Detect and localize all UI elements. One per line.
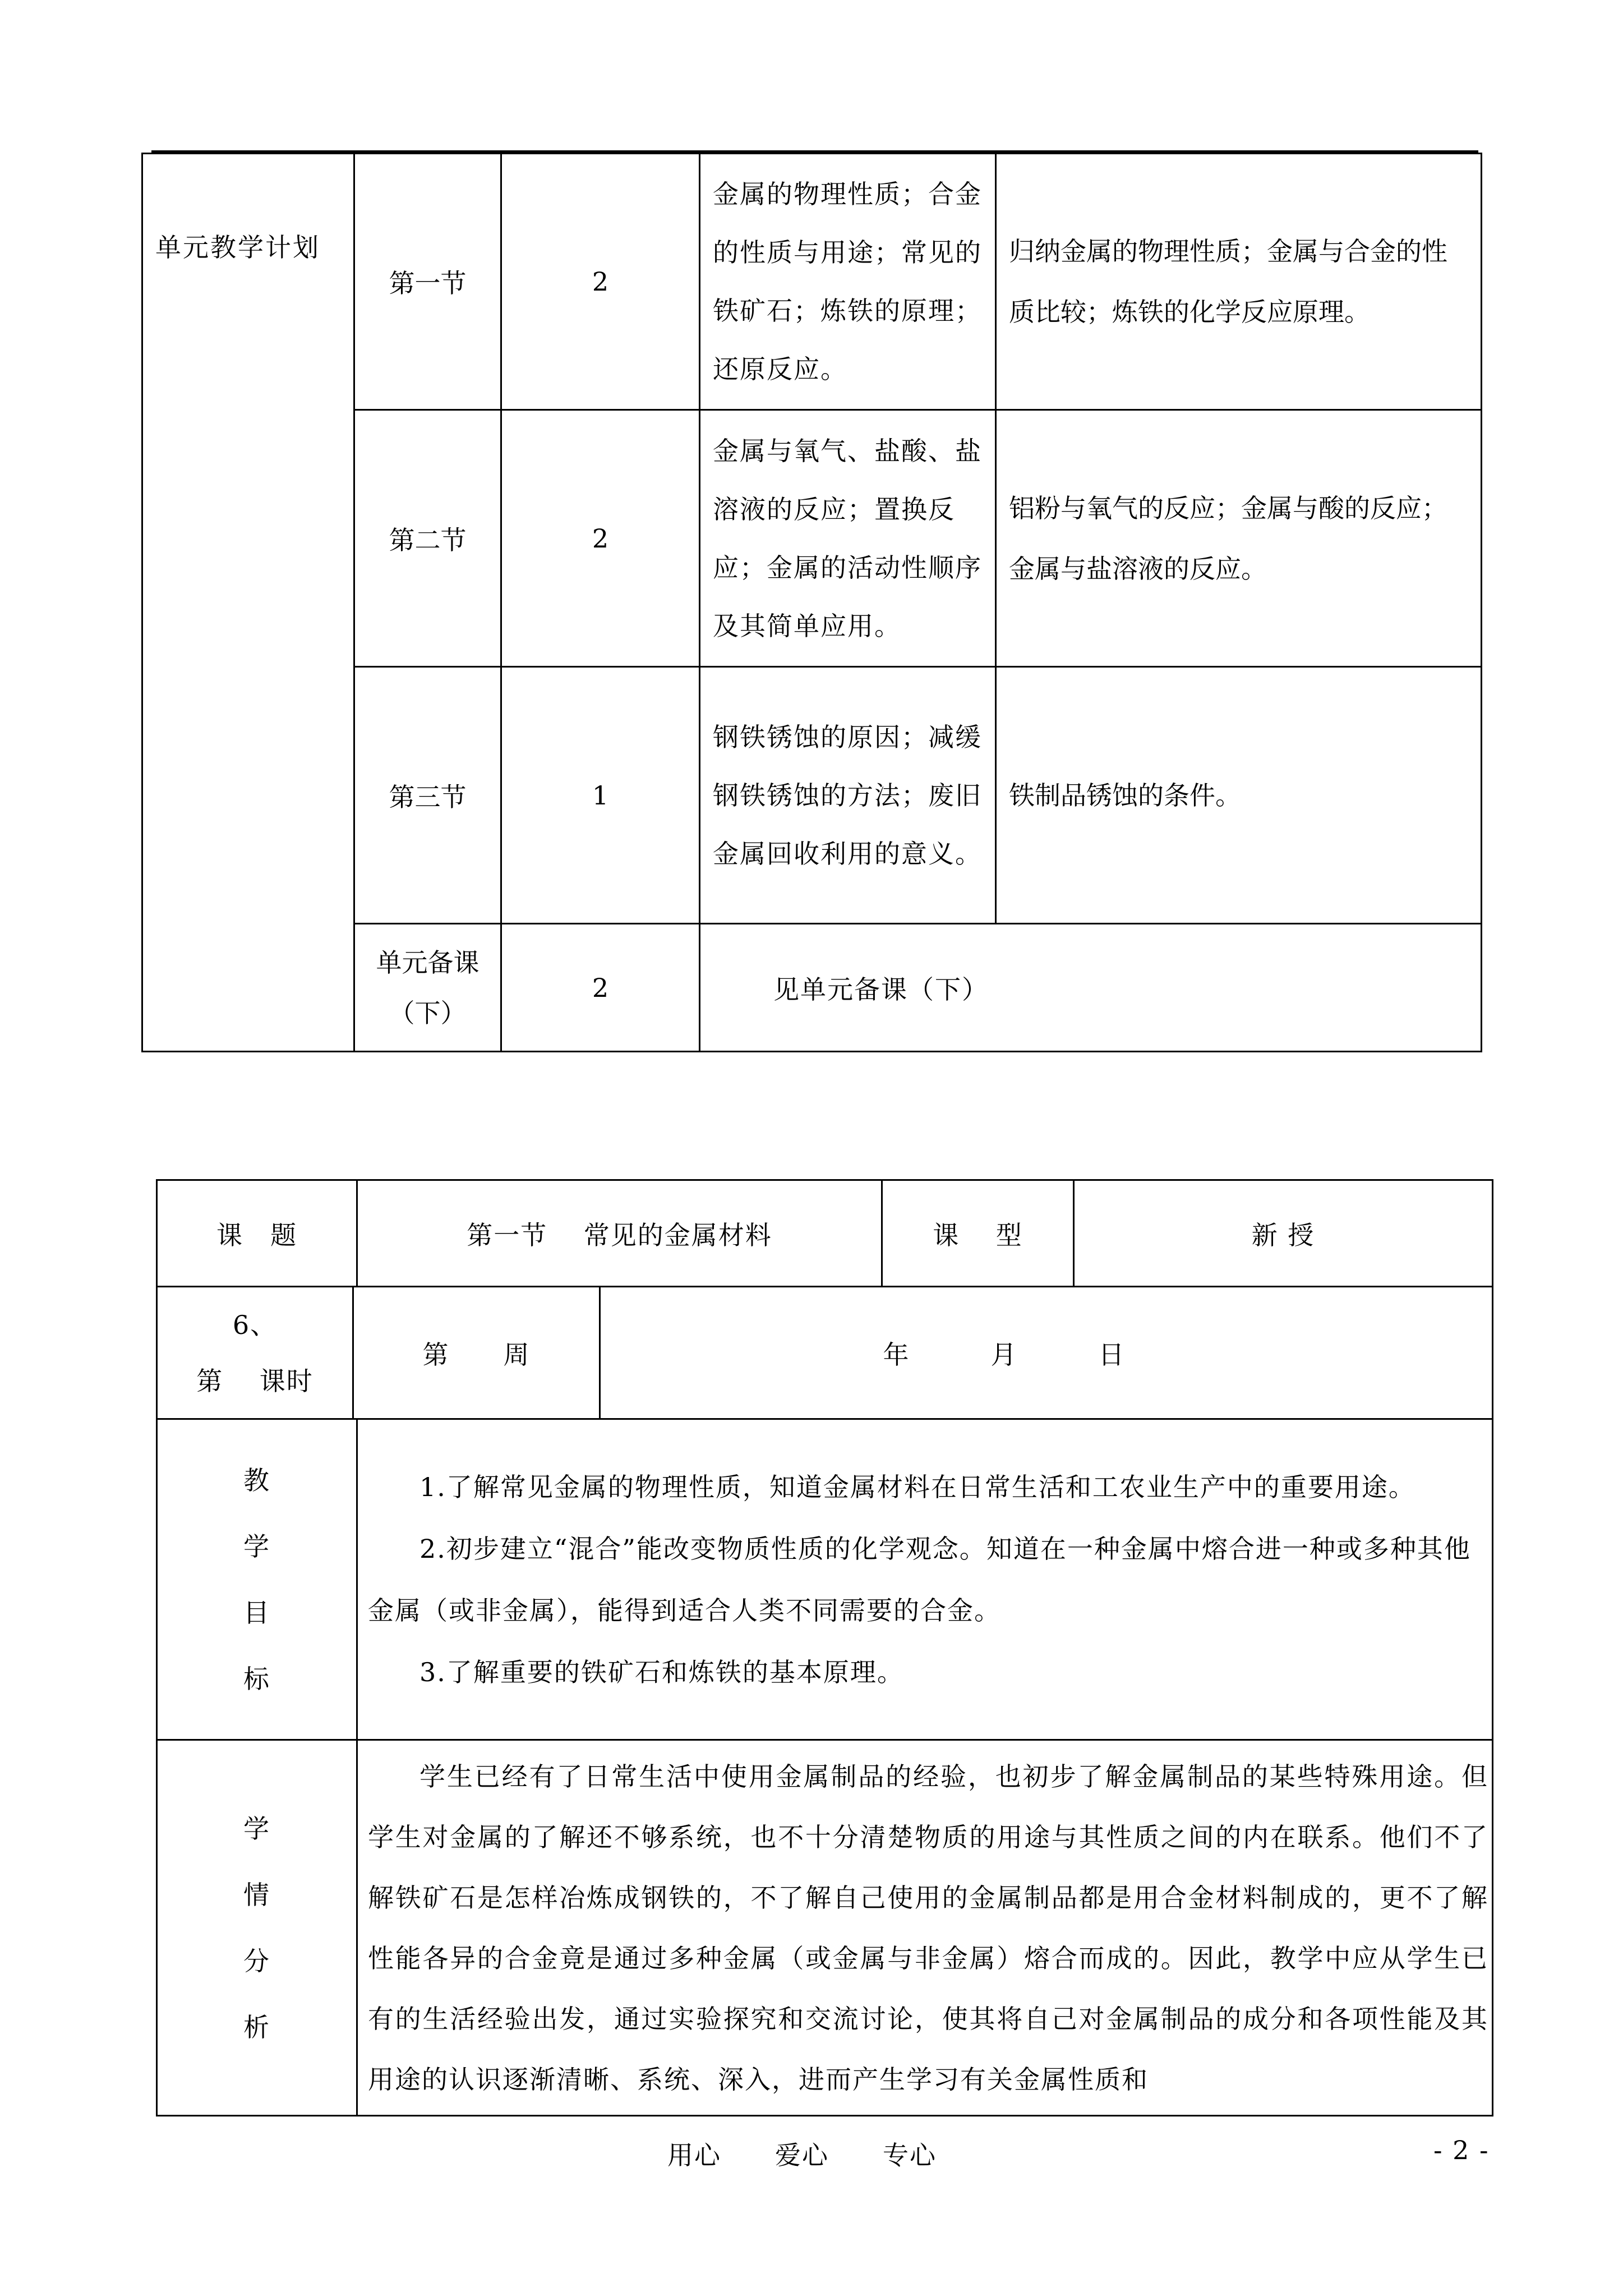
content-cell: 金属的物理性质；合金的性质与用途；常见的铁矿石；炼铁的原理；还原反应。 (700, 154, 996, 410)
section-cell: 第一节 (354, 154, 501, 410)
focus-cell: 铝粉与氧气的反应；金属与酸的反应；金属与盐溶液的反应。 (996, 410, 1482, 667)
type-value: 新 授 (1074, 1180, 1493, 1287)
objective-item: 1.了解常见金属的物理性质，知道金属材料在日常生活和工农业生产中的重要用途。 (419, 1471, 1415, 1502)
label-char: 教 (243, 1465, 270, 1496)
note-cell: 见单元备课（下） (700, 924, 1482, 1052)
analysis-label (157, 1740, 357, 2116)
lesson-header-table (156, 1179, 1493, 1287)
objective-item: 2.初步建立“混合”能改变物质性质的化学观念。知道在一种金属中熔合进一种或多种其他金属（或非金属），能得到适合人类不同需要的合金。 (368, 1533, 1471, 1626)
analysis-cell: 学生已经有了日常生活中使用金属制品的经验，也初步了解金属制品的某些特殊用途。但学生对金属的了解还不够系统，也不十分清楚物质的用途与其性质之间的内在联系。他们不了解铁矿石是怎样冶炼成钢铁的，不了解自己使用的金属制品都是用合金材料制成的，更不了解性能各异的合金竟是通过多种金属（或金属与非金属）熔合而成的。因此，教学中应从学生已有的生活经验出发，通过实验探究和交流讨论，使其将自己对金属制品的成分和各项性能及其用途的认识逐渐清晰、系统、深入，进而产生学习有关金属性质和 (357, 1740, 1493, 2116)
section-cell: 第二节 (354, 410, 501, 667)
unit-plan-table (141, 153, 1482, 1052)
section-line: （下） (389, 997, 467, 1028)
label-char: 情 (243, 1879, 270, 1910)
topic-value: 第一节 常见的金属材料 (357, 1180, 882, 1287)
section-cell: 第三节 (354, 667, 501, 924)
section-line: 单元备课 (376, 947, 479, 978)
hours-cell: 2 (501, 924, 700, 1052)
label-char: 析 (243, 2012, 270, 2042)
period-cell (157, 1287, 353, 1419)
period-label: 第 课时 (196, 1365, 313, 1396)
footer-motto: 用心 爱心 专心 (667, 2140, 937, 2170)
page-number: - 2 - (1433, 2135, 1490, 2165)
objective-item: 3.了解重要的铁矿石和炼铁的基本原理。 (419, 1657, 904, 1687)
type-label: 课 型 (882, 1180, 1074, 1287)
content-cell: 金属与氧气、盐酸、盐溶液的反应；置换反应；金属的活动性顺序及其简单应用。 (700, 410, 996, 667)
focus-cell: 铁制品锈蚀的条件。 (996, 667, 1482, 924)
label-char: 分 (243, 1945, 270, 1976)
label-char: 学 (243, 1531, 270, 1562)
label-char: 学 (243, 1813, 270, 1844)
hours-cell: 1 (501, 667, 700, 924)
section-cell (354, 924, 501, 1052)
lesson-body-table (156, 1418, 1493, 2116)
content-cell: 钢铁锈蚀的原因；减缓钢铁锈蚀的方法；废旧金属回收利用的意义。 (700, 667, 996, 924)
objectives-cell (357, 1419, 1493, 1740)
topic-label: 课 题 (157, 1180, 357, 1287)
focus-cell: 归纳金属的物理性质；金属与合金的性质比较；炼铁的化学反应原理。 (996, 154, 1482, 410)
date-cell: 年 月 日 (600, 1287, 1493, 1419)
label-char: 目 (243, 1597, 270, 1628)
week-cell: 第 周 (353, 1287, 600, 1419)
hours-cell: 2 (501, 154, 700, 410)
lesson-time-table (156, 1286, 1493, 1420)
hours-cell: 2 (501, 410, 700, 667)
unit-plan-label: 单元教学计划 (142, 154, 354, 1052)
label-char: 标 (243, 1663, 270, 1694)
period-number: 6、 (232, 1309, 278, 1340)
objectives-label (157, 1419, 357, 1740)
